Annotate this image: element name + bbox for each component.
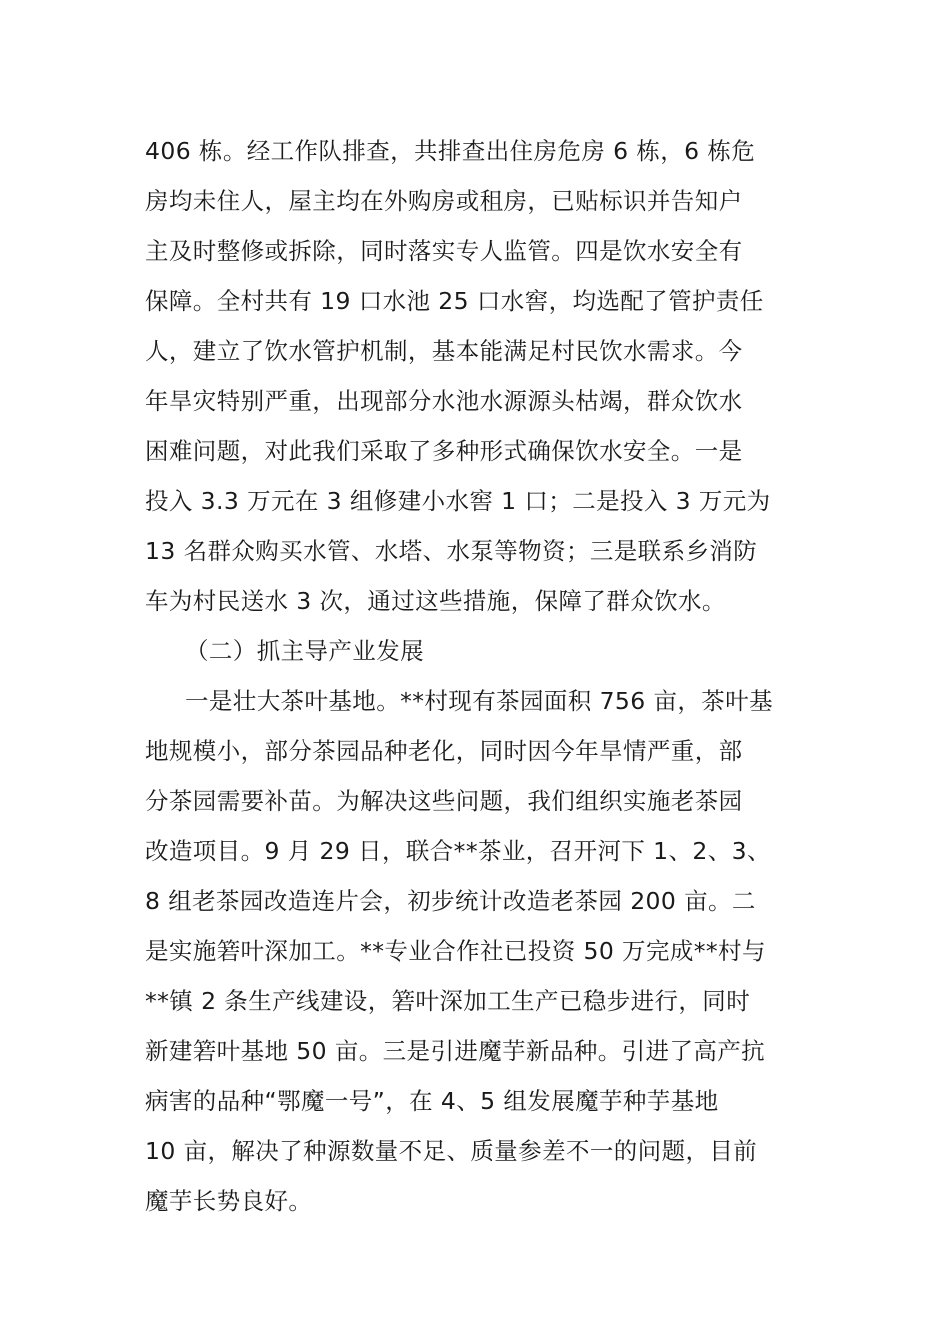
paragraph-line: 8 组老茶园改造连片会，初步统计改造老茶园 200 亩。二 bbox=[145, 887, 756, 915]
paragraph-line: 10 亩，解决了种源数量不足、质量参差不一的问题，目前 bbox=[145, 1137, 758, 1165]
section-heading: （二）抓主导产业发展 bbox=[185, 637, 424, 665]
paragraph-line: 406 栋。经工作队排查，共排查出住房危房 6 栋，6 栋危 bbox=[145, 137, 756, 165]
paragraph-line: 地规模小，部分茶园品种老化，同时因今年旱情严重，部 bbox=[145, 737, 743, 765]
paragraph-line: 13 名群众购买水管、水塔、水泵等物资；三是联系乡消防 bbox=[145, 537, 758, 565]
paragraph-line: 投入 3.3 万元在 3 组修建小水窖 1 口；二是投入 3 万元为 bbox=[145, 487, 771, 515]
paragraph-line: 魔芋长势良好。 bbox=[145, 1187, 313, 1215]
paragraph-line: **镇 2 条生产线建设，箬叶深加工生产已稳步进行，同时 bbox=[145, 987, 751, 1015]
paragraph-line: 病害的品种“鄂魔一号”，在 4、5 组发展魔芋种芋基地 bbox=[145, 1087, 719, 1115]
paragraph-line: 车为村民送水 3 次，通过这些措施，保障了群众饮水。 bbox=[145, 587, 726, 615]
paragraph-line: 一是壮大茶叶基地。**村现有茶园面积 756 亩，茶叶基 bbox=[185, 687, 773, 715]
paragraph-line: 年旱灾特别严重，出现部分水池水源源头枯竭，群众饮水 bbox=[145, 387, 743, 415]
paragraph-line: 改造项目。9 月 29 日，联合**茶业，召开河下 1、2、3、 bbox=[145, 837, 771, 865]
paragraph-line: 新建箬叶基地 50 亩。三是引进魔芋新品种。引进了高产抗 bbox=[145, 1037, 766, 1065]
paragraph-line: 房均未住人，屋主均在外购房或租房，已贴标识并告知户 bbox=[145, 187, 743, 215]
paragraph-line: 主及时整修或拆除，同时落实专人监管。四是饮水安全有 bbox=[145, 237, 743, 265]
paragraph-line: 困难问题，对此我们采取了多种形式确保饮水安全。一是 bbox=[145, 437, 743, 465]
paragraph-line: 分茶园需要补苗。为解决这些问题，我们组织实施老茶园 bbox=[145, 787, 743, 815]
paragraph-line: 是实施箬叶深加工。**专业合作社已投资 50 万完成**村与 bbox=[145, 937, 766, 965]
paragraph-line: 保障。全村共有 19 口水池 25 口水窖，均选配了管护责任 bbox=[145, 287, 764, 315]
paragraph-line: 人，建立了饮水管护机制，基本能满足村民饮水需求。今 bbox=[145, 337, 743, 365]
